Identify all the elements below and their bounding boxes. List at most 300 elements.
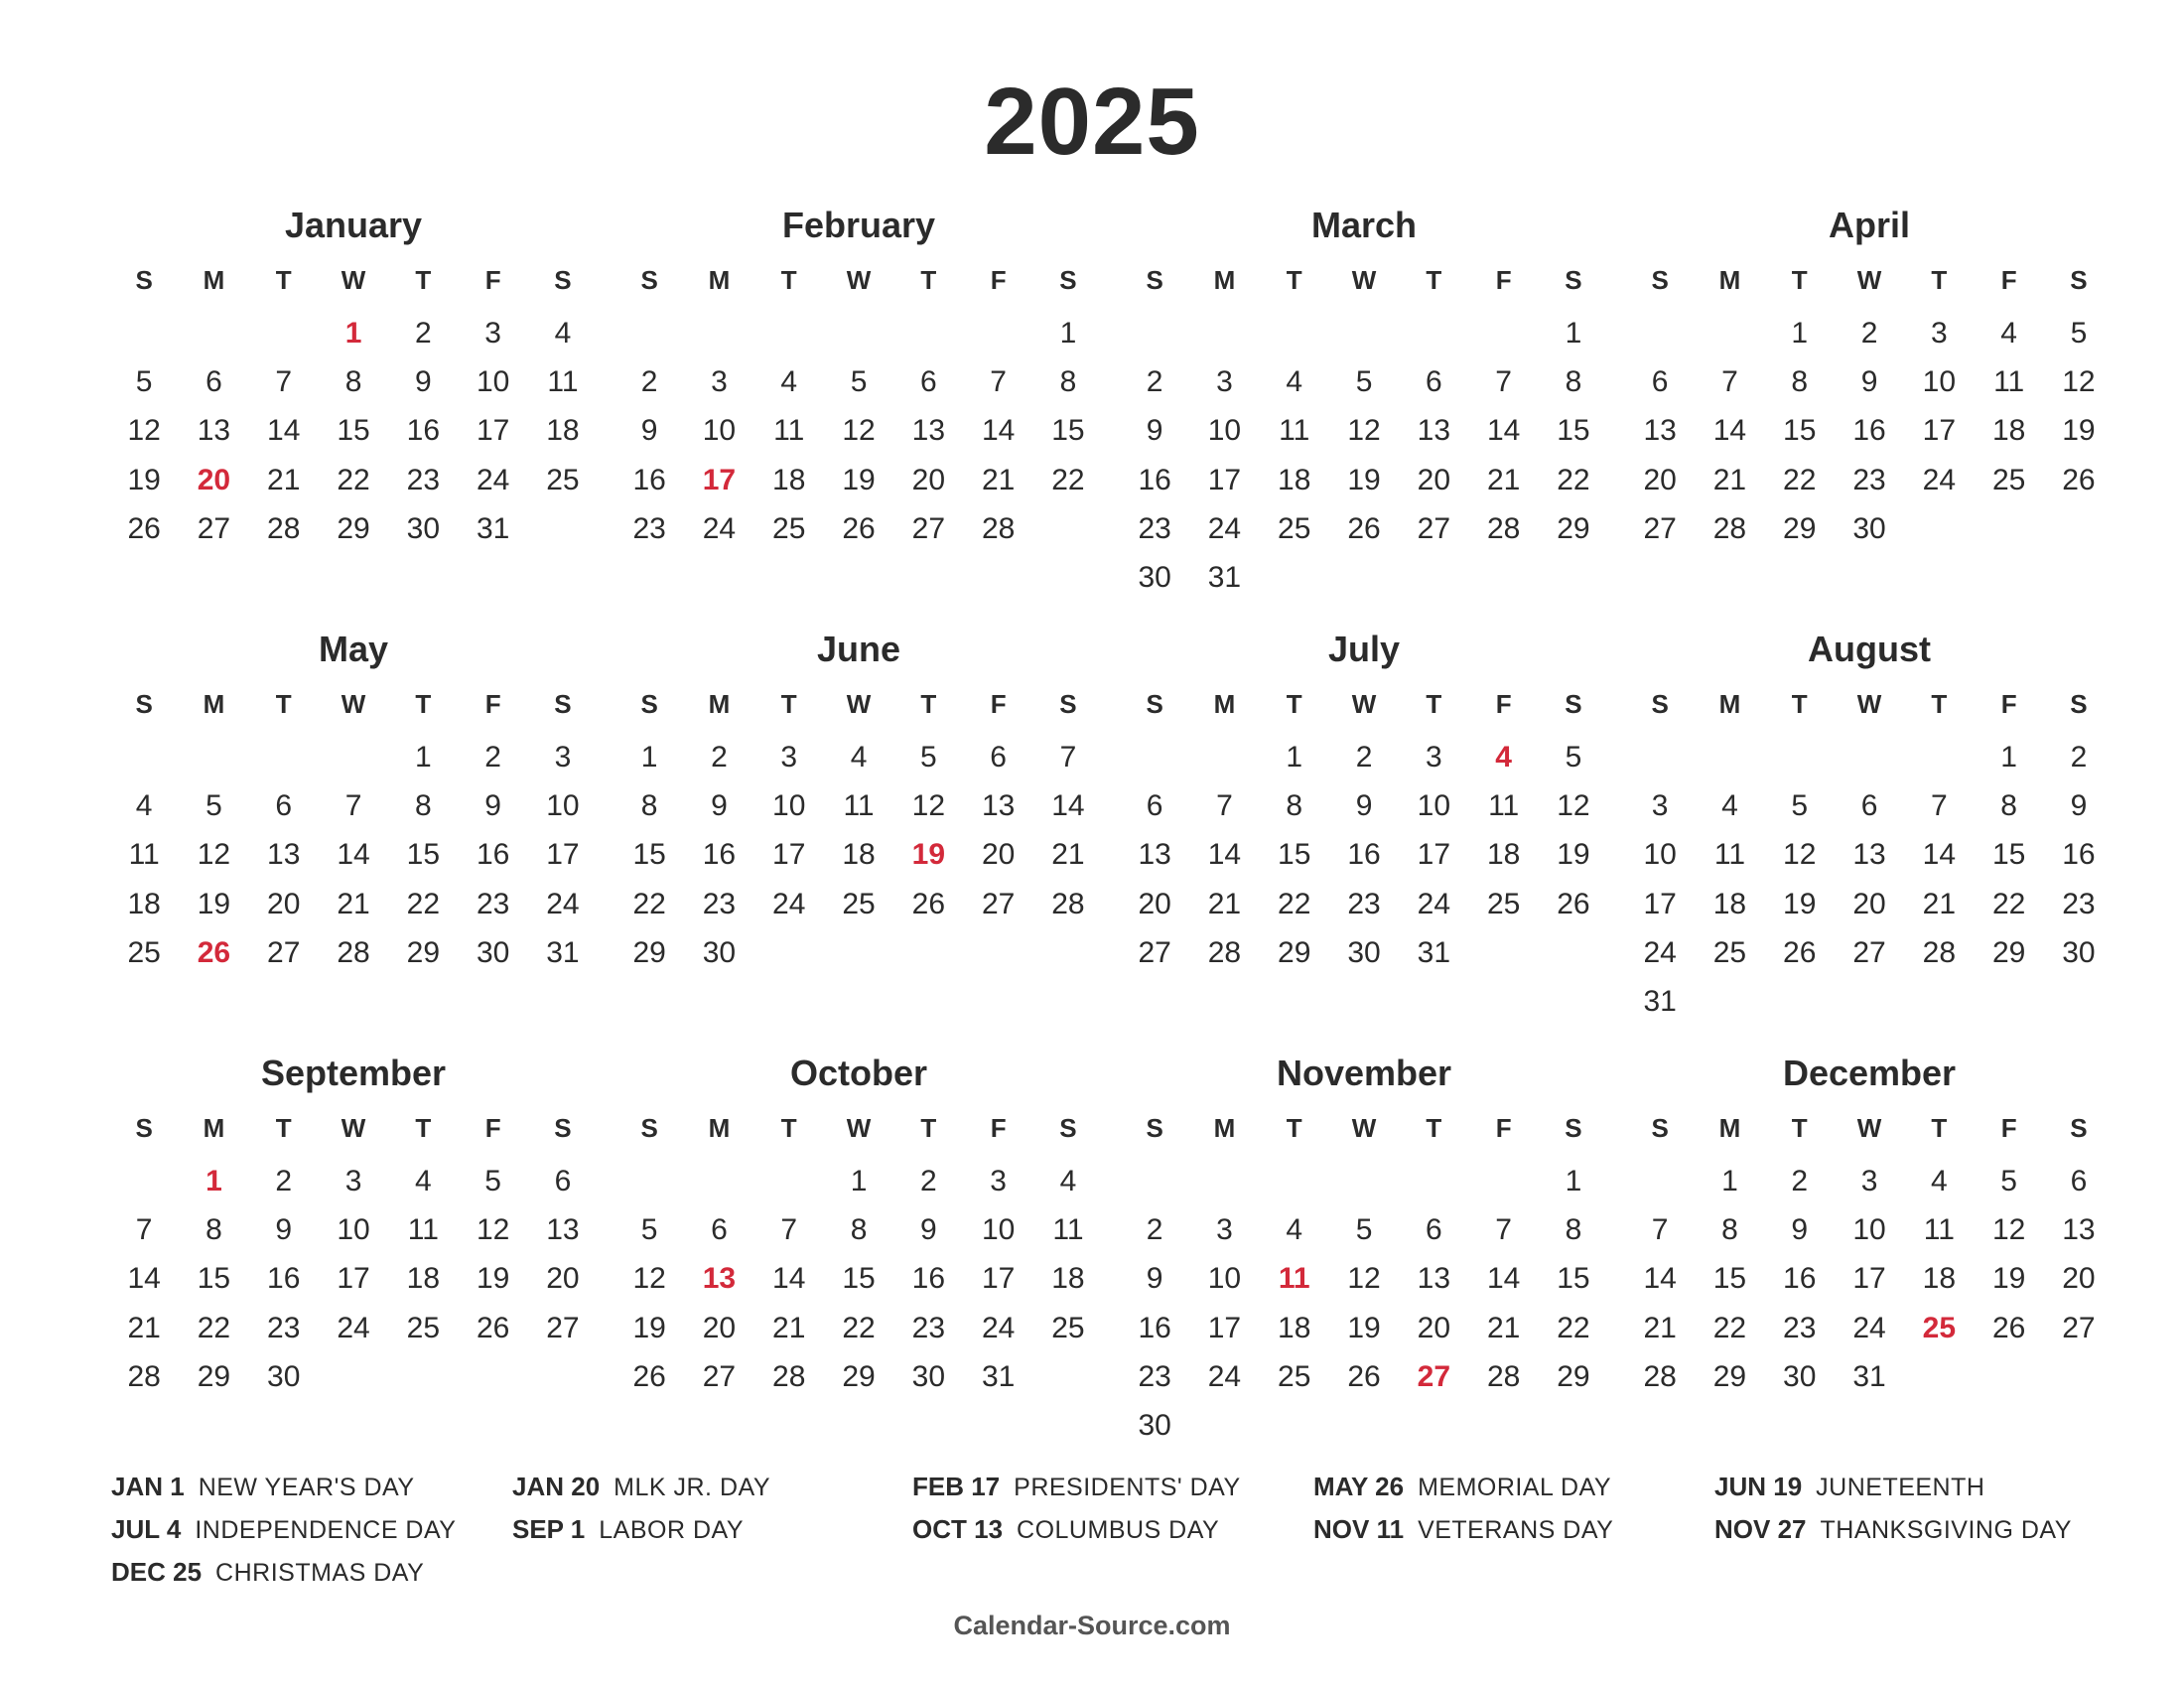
day: 28 (1922, 935, 1957, 969)
weekday-header: S (1059, 689, 1077, 719)
day: 17 (772, 838, 806, 872)
day: 7 (1930, 789, 1948, 823)
day: 17 (1643, 887, 1677, 920)
day: 14 (1207, 838, 1242, 872)
day: 21 (1486, 1311, 1521, 1344)
day: 20 (911, 463, 946, 496)
day: 11 (773, 414, 805, 448)
weekday-header: T (415, 265, 432, 295)
day: 7 (1216, 789, 1233, 823)
weekday-header: S (1146, 1113, 1163, 1143)
holiday-day: 26 (197, 935, 231, 969)
day: 3 (990, 1165, 1007, 1197)
day: 29 (1783, 511, 1817, 545)
day: 3 (554, 741, 572, 774)
day: 2 (414, 317, 432, 350)
day: 4 (1059, 1165, 1077, 1197)
day: 31 (476, 511, 510, 545)
day: 17 (337, 1262, 370, 1296)
day: 14 (127, 1262, 161, 1296)
day: 21 (981, 463, 1016, 496)
day: 30 (1852, 511, 1886, 545)
day: 20 (702, 1311, 737, 1344)
day: 17 (546, 838, 580, 872)
day: 29 (1557, 1359, 1590, 1393)
day: 23 (911, 1311, 946, 1344)
day: 20 (267, 887, 301, 920)
holiday-day: 4 (1495, 741, 1512, 774)
day: 8 (205, 1213, 222, 1247)
month-name: June (816, 629, 901, 669)
day: 23 (406, 463, 441, 496)
day: 14 (1643, 1262, 1677, 1296)
day: 26 (911, 887, 946, 920)
day: 21 (1712, 463, 1747, 496)
day: 24 (1852, 1311, 1886, 1344)
day: 24 (1417, 887, 1451, 920)
day: 7 (990, 365, 1007, 399)
day: 23 (2062, 887, 2096, 920)
day: 18 (1278, 1311, 1311, 1344)
day: 7 (344, 789, 362, 823)
weekday-header: W (341, 689, 366, 719)
weekday-header: W (846, 1113, 872, 1143)
weekday-header: W (1351, 265, 1377, 295)
day: 5 (205, 789, 222, 823)
weekday-header: S (1651, 1113, 1669, 1143)
weekday-header: F (2000, 689, 2017, 719)
weekday-header: M (1213, 265, 1236, 295)
day: 20 (546, 1262, 580, 1296)
day: 31 (1643, 985, 1677, 1018)
day: 16 (1138, 463, 1171, 496)
day: 15 (1991, 838, 2026, 872)
day: 3 (780, 741, 798, 774)
holiday-legend-item (1313, 1512, 1613, 1547)
day: 11 (1488, 789, 1520, 823)
day: 29 (632, 935, 666, 969)
day: 16 (1852, 414, 1886, 448)
holiday-day: 20 (197, 463, 231, 496)
day: 1 (1286, 741, 1303, 774)
day: 7 (1651, 1213, 1669, 1247)
day: 18 (127, 887, 161, 920)
day: 5 (2070, 317, 2088, 350)
day: 23 (1138, 1359, 1171, 1393)
day: 12 (1347, 1262, 1381, 1296)
day: 15 (1557, 414, 1590, 448)
weekday-header: F (2000, 265, 2017, 295)
holiday-legend-item (912, 1470, 1241, 1504)
day: 30 (406, 511, 441, 545)
weekday-header: S (2070, 689, 2088, 719)
holiday-date: FEB 17 (912, 1472, 1001, 1501)
day: 31 (1207, 561, 1242, 594)
day: 14 (1486, 414, 1521, 448)
day: 4 (1286, 365, 1303, 399)
weekday-header: W (1351, 1113, 1377, 1143)
day: 25 (842, 887, 876, 920)
weekday-header: S (2070, 1113, 2088, 1143)
day: 22 (1991, 887, 2026, 920)
day: 24 (1207, 511, 1242, 545)
day: 3 (1930, 317, 1948, 350)
weekday-header: T (780, 689, 797, 719)
holiday-date: SEP 1 (512, 1514, 586, 1544)
day: 30 (476, 935, 510, 969)
day: 16 (406, 414, 441, 448)
day: 2 (275, 1165, 293, 1197)
month-name: October (789, 1053, 928, 1093)
month-name: August (1808, 629, 1931, 669)
day: 9 (2070, 789, 2088, 823)
day: 28 (981, 511, 1016, 545)
weekday-header: F (990, 265, 1007, 295)
month-name: April (1828, 205, 1910, 245)
day: 6 (990, 741, 1007, 774)
day: 27 (702, 1359, 737, 1393)
day: 24 (702, 511, 737, 545)
weekday-header: S (1651, 265, 1669, 295)
day: 21 (1486, 463, 1521, 496)
day: 30 (267, 1359, 301, 1393)
holiday-legend-item (1313, 1470, 1611, 1504)
weekday-header: F (2000, 1113, 2017, 1143)
day: 24 (476, 463, 510, 496)
holiday-name: NEW YEAR'S DAY (198, 1474, 415, 1501)
day: 6 (2070, 1165, 2088, 1197)
day: 28 (337, 935, 370, 969)
day: 12 (1783, 838, 1817, 872)
day: 7 (1495, 1213, 1512, 1247)
day: 13 (911, 414, 946, 448)
day: 13 (1643, 414, 1677, 448)
day: 31 (981, 1359, 1016, 1393)
day: 17 (1852, 1262, 1886, 1296)
day: 28 (127, 1359, 161, 1393)
weekday-header: T (1931, 265, 1948, 295)
weekday-header: T (275, 1113, 292, 1143)
day: 19 (1783, 887, 1817, 920)
day: 15 (1712, 1262, 1747, 1296)
day: 13 (197, 414, 231, 448)
day: 1 (414, 741, 432, 774)
day: 13 (1852, 838, 1886, 872)
holiday-day: 1 (205, 1165, 222, 1197)
holiday-legend-item (1714, 1470, 1984, 1504)
day: 13 (1417, 1262, 1451, 1296)
day: 15 (632, 838, 666, 872)
day: 10 (1207, 414, 1242, 448)
day: 10 (1922, 365, 1957, 399)
day: 27 (981, 887, 1016, 920)
day: 17 (1922, 414, 1957, 448)
day: 25 (1278, 1359, 1311, 1393)
day: 24 (1207, 1359, 1242, 1393)
weekday-header: S (1146, 689, 1163, 719)
day: 3 (1216, 1213, 1233, 1247)
day: 4 (414, 1165, 432, 1197)
weekday-header: S (2070, 265, 2088, 295)
day: 23 (632, 511, 666, 545)
holiday-date: JUN 19 (1714, 1472, 1803, 1501)
holiday-name: MLK JR. DAY (614, 1474, 770, 1501)
day: 22 (197, 1311, 231, 1344)
day: 16 (702, 838, 737, 872)
day: 18 (1712, 887, 1747, 920)
day: 12 (1347, 414, 1381, 448)
day: 26 (476, 1311, 510, 1344)
day: 12 (632, 1262, 666, 1296)
day: 15 (1783, 414, 1817, 448)
day: 9 (1146, 1262, 1163, 1296)
day: 9 (640, 414, 658, 448)
day: 15 (1051, 414, 1085, 448)
day: 11 (128, 838, 160, 872)
day: 16 (2062, 838, 2096, 872)
weekday-header: W (341, 265, 366, 295)
weekday-header: T (415, 689, 432, 719)
holiday-date: JUL 4 (111, 1514, 182, 1544)
day: 15 (1557, 1262, 1590, 1296)
day: 9 (275, 1213, 293, 1247)
weekday-header: T (1426, 1113, 1442, 1143)
day: 16 (1347, 838, 1381, 872)
day: 12 (842, 414, 876, 448)
holiday-legend-item (912, 1512, 1219, 1547)
day: 25 (127, 935, 161, 969)
day: 28 (1643, 1359, 1677, 1393)
weekday-header: M (203, 265, 225, 295)
day: 15 (197, 1262, 231, 1296)
day: 25 (1051, 1311, 1085, 1344)
weekday-header: F (990, 1113, 1007, 1143)
day: 6 (1860, 789, 1878, 823)
weekday-header: W (341, 1113, 366, 1143)
holiday-date: MAY 26 (1313, 1472, 1405, 1501)
day: 30 (2062, 935, 2096, 969)
weekday-header: T (415, 1113, 432, 1143)
day: 17 (1207, 1311, 1242, 1344)
day: 29 (1278, 935, 1311, 969)
day: 12 (127, 414, 161, 448)
day: 11 (547, 365, 579, 399)
day: 16 (1138, 1311, 1171, 1344)
day: 6 (1651, 365, 1669, 399)
day: 4 (1930, 1165, 1948, 1197)
day: 6 (711, 1213, 728, 1247)
day: 23 (476, 887, 510, 920)
weekday-header: F (484, 265, 501, 295)
footer-site-name[interactable]: Calendar-Source.com (953, 1611, 1231, 1640)
day: 10 (476, 365, 510, 399)
weekday-header: T (275, 689, 292, 719)
day: 12 (1991, 1213, 2026, 1247)
day: 9 (1355, 789, 1373, 823)
weekday-header: S (1651, 689, 1669, 719)
weekday-header: F (484, 1113, 501, 1143)
day: 22 (632, 887, 666, 920)
weekday-header: S (1059, 265, 1077, 295)
day: 10 (702, 414, 737, 448)
day: 1 (1565, 317, 1582, 350)
holiday-date: NOV 27 (1714, 1514, 1807, 1544)
holiday-day: 17 (702, 463, 737, 496)
day: 8 (344, 365, 362, 399)
weekday-header: S (135, 689, 153, 719)
day: 20 (1417, 1311, 1451, 1344)
day: 19 (1557, 838, 1590, 872)
day: 22 (406, 887, 441, 920)
day: 11 (1052, 1213, 1084, 1247)
weekday-header: T (1931, 1113, 1948, 1143)
holiday-day: 27 (1417, 1359, 1451, 1393)
day: 9 (484, 789, 501, 823)
day: 5 (1791, 789, 1809, 823)
day: 26 (1783, 935, 1817, 969)
day: 10 (1852, 1213, 1886, 1247)
weekday-header: M (1213, 689, 1236, 719)
day: 21 (1922, 887, 1957, 920)
day: 11 (843, 789, 875, 823)
weekday-header: F (1495, 1113, 1512, 1143)
day: 7 (780, 1213, 798, 1247)
holiday-name: MEMORIAL DAY (1418, 1474, 1611, 1501)
day: 9 (919, 1213, 937, 1247)
holiday-name: LABOR DAY (599, 1516, 744, 1544)
day: 5 (484, 1165, 501, 1197)
day: 27 (1852, 935, 1886, 969)
day: 20 (1643, 463, 1677, 496)
weekday-header: T (780, 265, 797, 295)
day: 5 (1565, 741, 1582, 774)
day: 3 (1651, 789, 1669, 823)
day: 29 (1991, 935, 2026, 969)
day: 23 (1783, 1311, 1817, 1344)
day: 12 (197, 838, 231, 872)
month-name: November (1276, 1053, 1452, 1093)
day: 28 (1712, 511, 1747, 545)
weekday-header: S (554, 1113, 572, 1143)
day: 25 (772, 511, 806, 545)
day: 7 (135, 1213, 153, 1247)
month-name: July (1327, 629, 1401, 669)
day: 7 (1059, 741, 1077, 774)
holiday-name: CHRISTMAS DAY (215, 1559, 425, 1587)
day: 2 (1355, 741, 1373, 774)
day: 26 (1557, 887, 1590, 920)
day: 10 (1417, 789, 1451, 823)
weekday-header: M (1213, 1113, 1236, 1143)
day: 1 (1059, 317, 1077, 350)
day: 4 (2000, 317, 2017, 350)
day: 10 (546, 789, 580, 823)
day: 31 (1417, 935, 1451, 969)
day: 30 (1138, 1409, 1171, 1442)
holiday-name: PRESIDENTS' DAY (1014, 1474, 1241, 1501)
day: 27 (2062, 1311, 2096, 1344)
day: 14 (267, 414, 301, 448)
weekday-header: M (203, 689, 225, 719)
day: 18 (1486, 838, 1521, 872)
day: 7 (1495, 365, 1512, 399)
day: 3 (1860, 1165, 1878, 1197)
day: 19 (2062, 414, 2096, 448)
day: 14 (1486, 1262, 1521, 1296)
day: 20 (981, 838, 1016, 872)
holiday-day: 19 (911, 838, 946, 872)
day: 27 (1417, 511, 1451, 545)
weekday-header: F (990, 689, 1007, 719)
day: 28 (1051, 887, 1085, 920)
day: 18 (1922, 1262, 1957, 1296)
day: 21 (772, 1311, 806, 1344)
day: 28 (1486, 1359, 1521, 1393)
holiday-legend-item (111, 1512, 456, 1547)
holiday-legend-item (1714, 1512, 2072, 1547)
day: 17 (1207, 463, 1242, 496)
day: 19 (632, 1311, 666, 1344)
weekday-header: T (1286, 1113, 1302, 1143)
day: 3 (1216, 365, 1233, 399)
day: 23 (1852, 463, 1886, 496)
day: 15 (1278, 838, 1311, 872)
holiday-legend-item (512, 1470, 770, 1504)
day: 26 (127, 511, 161, 545)
holiday-name: INDEPENDENCE DAY (195, 1516, 457, 1544)
weekday-header: S (135, 1113, 153, 1143)
day: 9 (1146, 414, 1163, 448)
day: 14 (1051, 789, 1085, 823)
weekday-header: S (1565, 265, 1582, 295)
day: 31 (1852, 1359, 1886, 1393)
weekday-header: M (1718, 265, 1741, 295)
weekday-header: F (1495, 265, 1512, 295)
holiday-date: DEC 25 (111, 1557, 203, 1587)
day: 13 (546, 1213, 580, 1247)
weekday-header: T (1286, 689, 1302, 719)
day: 26 (2062, 463, 2096, 496)
day: 25 (1278, 511, 1311, 545)
day: 10 (981, 1213, 1016, 1247)
holiday-day: 11 (1278, 1262, 1310, 1296)
day: 16 (267, 1262, 301, 1296)
weekday-header: S (554, 265, 572, 295)
day: 18 (1051, 1262, 1085, 1296)
day: 17 (981, 1262, 1016, 1296)
day: 30 (1783, 1359, 1817, 1393)
holiday-name: JUNETEENTH (1816, 1474, 1985, 1501)
day: 22 (1051, 463, 1085, 496)
weekday-header: S (1059, 1113, 1077, 1143)
day: 24 (1643, 935, 1677, 969)
day: 19 (197, 887, 231, 920)
day: 29 (197, 1359, 231, 1393)
holiday-legend-item (111, 1470, 415, 1504)
day: 17 (1417, 838, 1451, 872)
holiday-date: JAN 20 (512, 1472, 601, 1501)
day: 16 (911, 1262, 946, 1296)
holiday-day: 13 (702, 1262, 737, 1296)
day: 13 (267, 838, 301, 872)
weekday-header: T (1426, 689, 1442, 719)
day: 26 (842, 511, 876, 545)
day: 13 (2062, 1213, 2096, 1247)
day: 25 (546, 463, 580, 496)
day: 24 (546, 887, 580, 920)
weekday-header: M (203, 1113, 225, 1143)
day: 27 (267, 935, 301, 969)
